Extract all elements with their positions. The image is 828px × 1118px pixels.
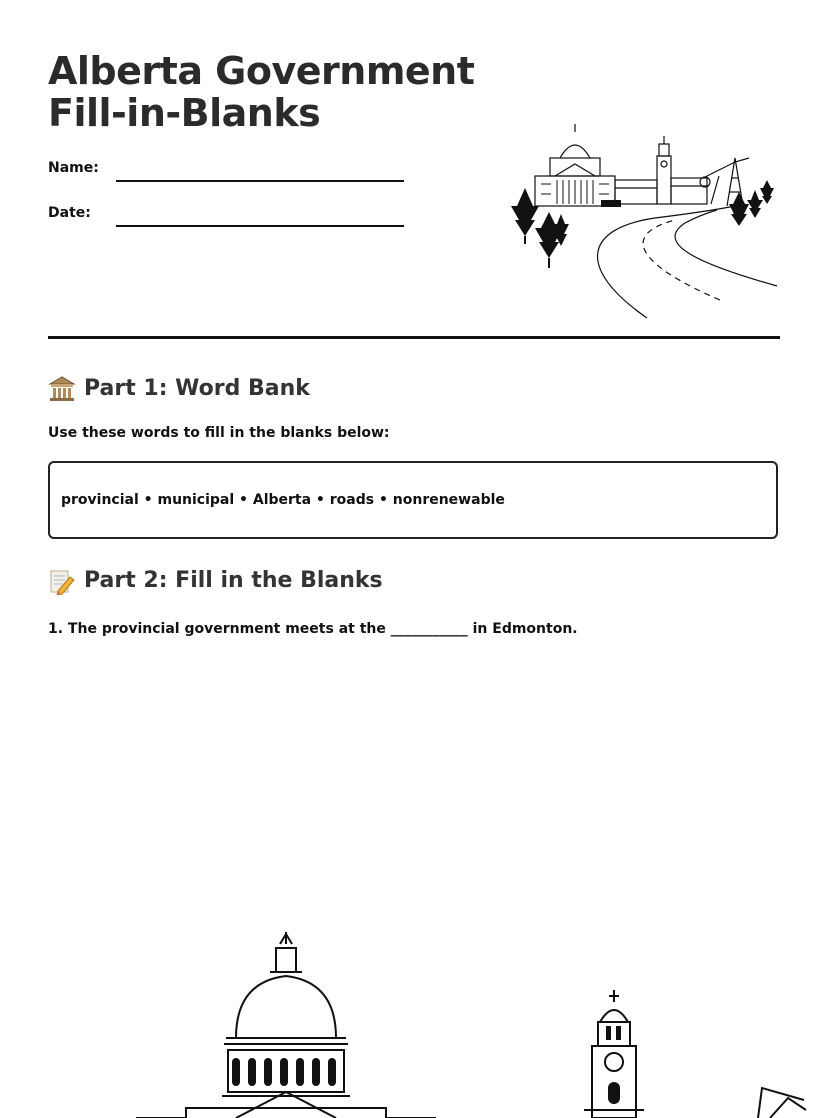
word-bank-instruction: Use these words to fill in the blanks below: (48, 425, 390, 441)
title-line-1: Alberta Government (48, 49, 475, 93)
title-line-2: Fill-in-Blanks (48, 91, 321, 135)
worksheet-title (48, 50, 474, 134)
date-blank-line[interactable] (116, 225, 404, 227)
memo-pencil-icon (48, 567, 76, 595)
date-label: Date: (48, 205, 91, 221)
name-label: Name: (48, 160, 99, 176)
part1-heading (48, 375, 310, 403)
legislature-road-illustration (505, 118, 785, 323)
word-bank-words: provincial • municipal • Alberta • roads • nonrenewable (61, 492, 505, 508)
question-1: 1. The provincial government meets at the ___________ in Edmonton. (48, 621, 578, 637)
word-bank-box (48, 461, 778, 539)
part2-heading (48, 567, 383, 595)
part1-heading-text: Part 1: Word Bank (84, 376, 310, 401)
part2-heading-text: Part 2: Fill in the Blanks (84, 568, 383, 593)
bottom-legislature-illustration (0, 920, 828, 1118)
classical-building-icon (48, 375, 76, 403)
name-blank-line[interactable] (116, 180, 404, 182)
header-divider (48, 336, 780, 339)
